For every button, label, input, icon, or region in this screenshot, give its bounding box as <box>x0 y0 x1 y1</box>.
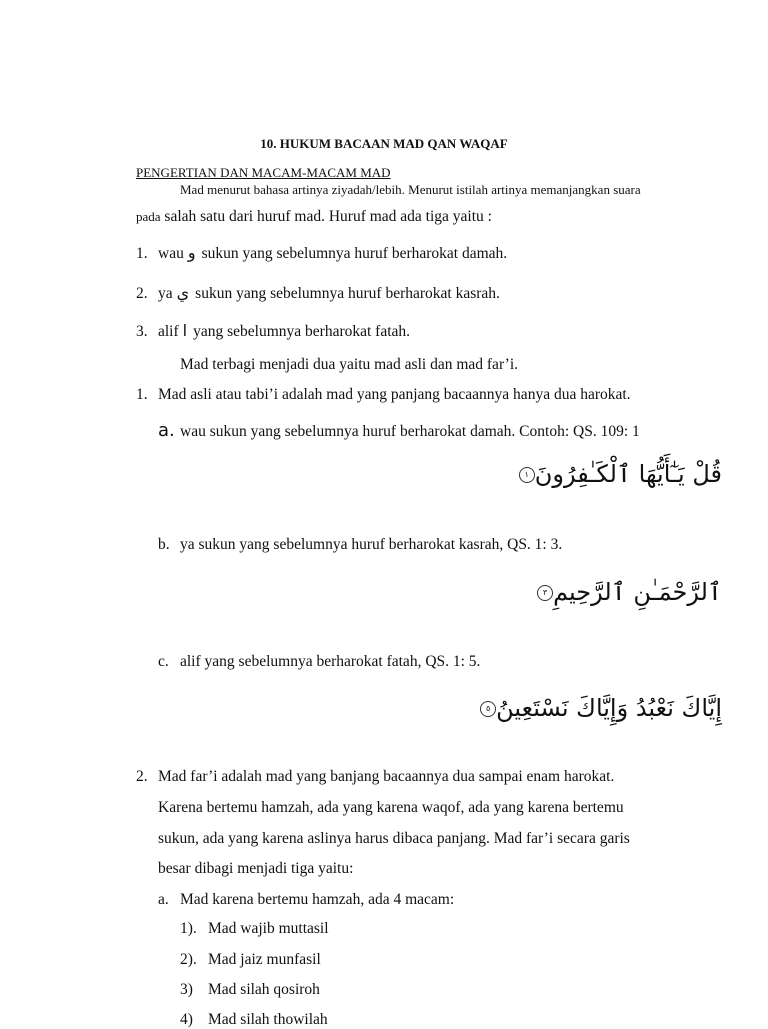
mad-fari-line: Karena bertemu hamzah, ada yang karena waqof, ada yang karena bertemu <box>158 799 624 816</box>
mad-type-item <box>180 1011 328 1029</box>
ayah-verse <box>474 694 722 722</box>
list-item <box>136 283 500 303</box>
ayah-text: قُلْ يَـٰٓأَيُّهَا ٱلْكَـٰفِرُونَ <box>534 460 722 488</box>
list-number: 2. <box>136 768 148 785</box>
list-number: 1). <box>180 920 197 937</box>
section-heading: PENGERTIAN DAN MACAM-MACAM MAD <box>136 165 391 180</box>
example-text: wau sukun yang sebelumnya huruf berharokat damah. Contoh: QS. 109: 1 <box>180 423 640 440</box>
mad-fari-item <box>136 768 614 786</box>
example-text: alif yang sebelumnya berharokat fatah, QS. 1: 5. <box>180 653 481 670</box>
ayah-verse <box>531 578 722 606</box>
list-name: wau <box>158 245 184 262</box>
list-desc: yang sebelumnya berharokat fatah. <box>193 323 411 340</box>
ayah-verse <box>513 460 722 488</box>
division-text: Mad terbagi menjadi dua yaitu mad asli dan mad far’i. <box>180 356 519 373</box>
list-desc: sukun yang sebelumnya huruf berharokat kasrah. <box>195 285 500 302</box>
example-label: c. <box>158 653 169 670</box>
mad-type-text: Mad wajib muttasil <box>208 920 329 937</box>
example-text: ya sukun yang sebelumnya huruf berharokat kasrah, QS. 1: 3. <box>180 536 563 553</box>
example-item-b <box>158 536 562 554</box>
mad-fari-sub-a <box>158 891 454 909</box>
ayah-text: إِيَّاكَ نَعْبُدُ وَإِيَّاكَ نَسْتَعِينُ <box>496 694 722 722</box>
list-number: 3) <box>180 981 193 998</box>
intro-line-2-prefix: pada <box>136 209 161 224</box>
list-number: 1. <box>136 386 148 403</box>
mad-type-item <box>180 920 329 938</box>
list-number: 2). <box>180 951 197 968</box>
intro-line-2 <box>136 208 492 226</box>
mad-type-text: Mad silah qosiroh <box>208 981 320 998</box>
mad-fari-line: besar dibagi menjadi tiga yaitu: <box>158 860 354 877</box>
ayah-number-icon: ١ <box>519 467 535 483</box>
ayah-number-icon: ٥ <box>480 701 496 717</box>
intro-line-1: Mad menurut bahasa artinya ziyadah/lebih. Menurut istilah artinya memanjangkan suara <box>180 182 641 197</box>
example-label: b. <box>158 536 170 553</box>
arabic-letter: ي <box>176 283 190 302</box>
mad-asli-item <box>136 386 631 404</box>
list-name: alif <box>158 323 179 340</box>
page-title: 10. HUKUM BACAAN MAD QAN WAQAF <box>260 136 508 151</box>
list-number: 1. <box>136 245 148 262</box>
mad-type-item <box>180 981 320 999</box>
list-item <box>136 321 410 341</box>
mad-fari-line: sukun, ada yang karena aslinya harus dibaca panjang. Mad far’i secara garis <box>158 830 630 847</box>
ayah-number-icon: ٣ <box>537 585 553 601</box>
list-number: 4) <box>180 1011 193 1028</box>
example-label: a. <box>158 420 175 441</box>
list-number: 2. <box>136 285 148 302</box>
list-number: 3. <box>136 323 148 340</box>
intro-line-2-rest: salah satu dari huruf mad. Huruf mad ada tiga yaitu : <box>164 208 492 225</box>
ayah-text: ٱلرَّحْمَـٰنِ ٱلرَّحِيمِ <box>553 578 722 606</box>
list-desc: sukun yang sebelumnya huruf berharokat damah. <box>201 245 508 262</box>
arabic-letter: و <box>187 243 196 262</box>
mad-type-text: Mad jaiz munfasil <box>208 951 321 968</box>
list-item <box>136 243 507 263</box>
mad-asli-text: Mad asli atau tabi’i adalah mad yang panjang bacaannya hanya dua harokat. <box>158 386 631 403</box>
example-item-a <box>158 420 640 441</box>
list-number: a. <box>158 891 169 908</box>
mad-fari-line: Mad far’i adalah mad yang banjang bacaannya dua sampai enam harokat. <box>158 768 615 785</box>
mad-type-item <box>180 951 321 969</box>
arabic-letter: ا <box>182 321 188 340</box>
list-name: ya <box>158 285 173 302</box>
sub-a-text: Mad karena bertemu hamzah, ada 4 macam: <box>180 891 455 908</box>
example-item-c <box>158 653 480 671</box>
mad-type-text: Mad silah thowilah <box>208 1011 328 1028</box>
